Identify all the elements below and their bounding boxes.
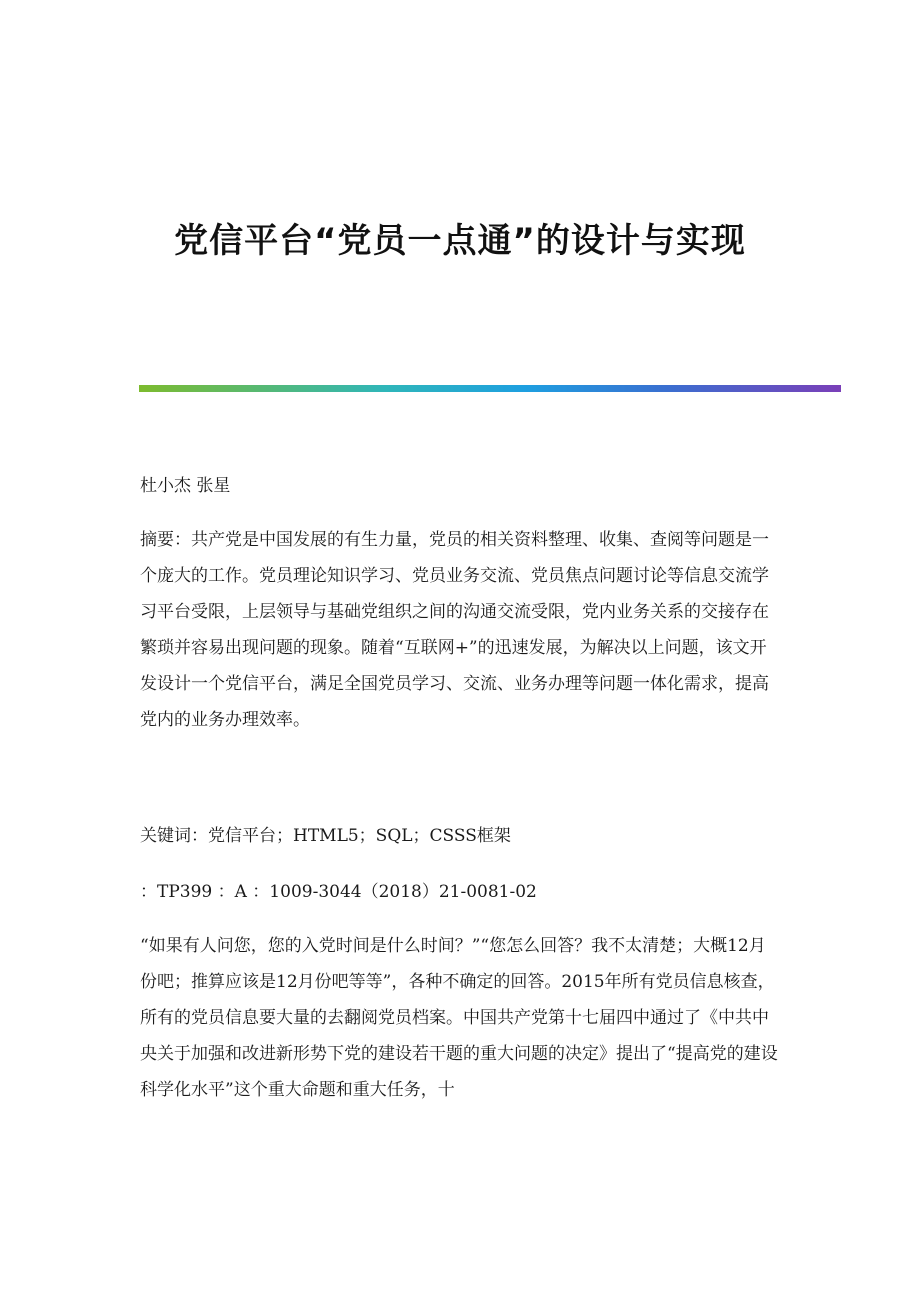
abstract-text: 共产党是中国发展的有生力量，党员的相关资料整理、收集、查阅等问题是一个庞大的工作。党员理论知识学习、党员业务交流、党员焦点问题讨论等信息交流学习平台受限，上层领导与基础党组织之间的沟通交流受限，党内业务关系的交接存在繁琐并容易出现问题的现象。随着“互联网+”的迅速发展，为解决以上问题，该文开发设计一个党信平台，满足全国党员学习、交流、业务办理等问题一体化需求，提高党内的业务办理效率。: [140, 530, 769, 730]
classification-line: ：TP399 ：A ：1009-3044（2018）21-0081-02: [140, 882, 537, 902]
gradient-divider: [139, 385, 841, 392]
keywords-label: 关键词：: [140, 826, 208, 846]
document-title: 党信平台“党员一点通”的设计与实现: [174, 221, 746, 261]
authors-line: 杜小杰 张星: [140, 476, 231, 496]
abstract-paragraph: [140, 522, 780, 738]
keywords-line: [140, 818, 780, 854]
abstract-label: 摘要：: [140, 530, 191, 550]
keywords-text: 党信平台；HTML5；SQL；CSSS框架: [208, 826, 511, 846]
body-paragraph: “如果有人问您，您的入党时间是什么时间？”“您怎么回答？我不太清楚；大概12月份吧；推算应该是12月份吧等等”，各种不确定的回答。2015年所有党员信息核查，所有的党员信息要大量的去翻阅党员档案。中国共产党第十七届四中通过了《中共中央关于加强和改进新形势下党的建设若干题的重大问题的决定》提出了“提高党的建设科学化水平”这个重大命题和重大任务，十: [140, 936, 778, 1100]
